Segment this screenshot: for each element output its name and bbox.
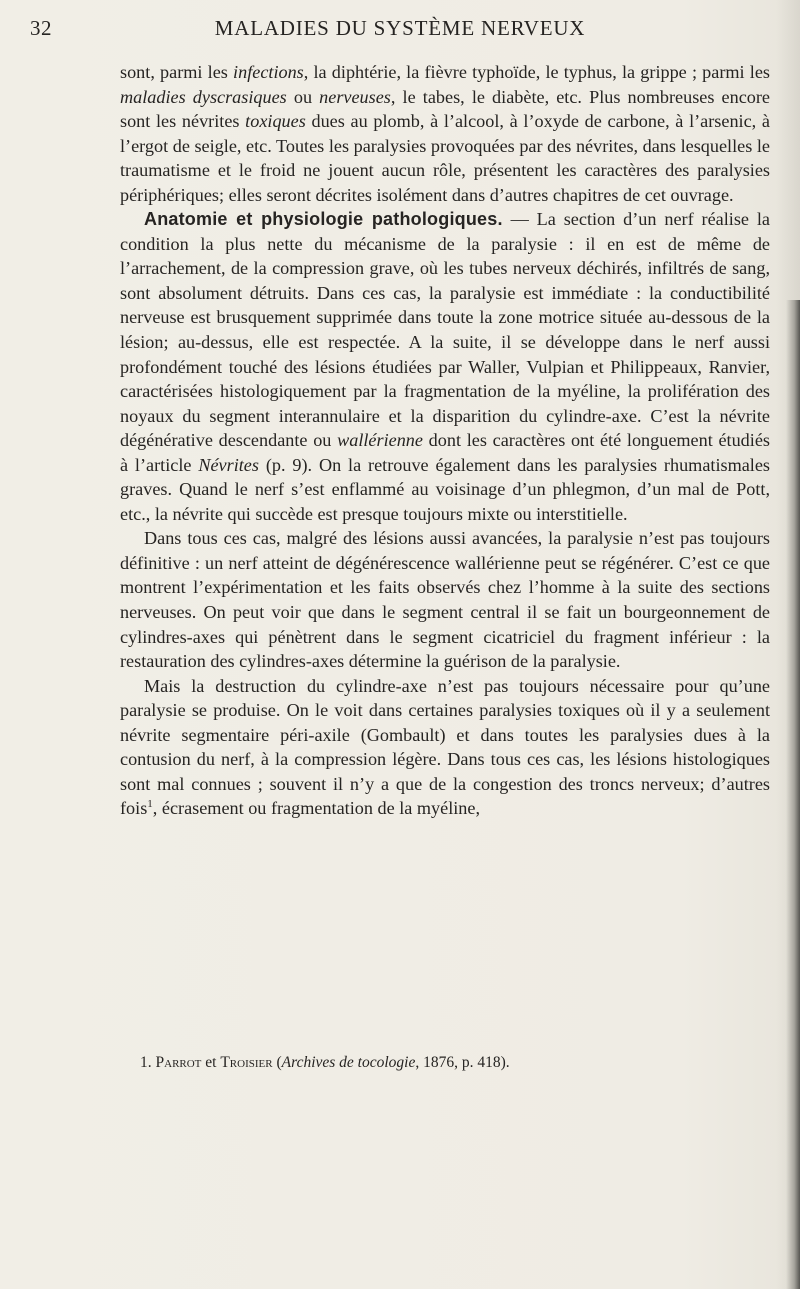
paragraph-2 bbox=[120, 207, 770, 526]
text-run: sont, parmi les bbox=[120, 62, 234, 82]
italic-term: maladies dyscrasiques bbox=[120, 86, 287, 107]
text-run: ( bbox=[272, 1054, 282, 1071]
paragraph-1 bbox=[120, 60, 770, 207]
footnote-ref: 1 bbox=[147, 798, 153, 811]
footnote-journal: Archives de tocologie bbox=[281, 1054, 416, 1071]
body-text bbox=[120, 60, 770, 821]
text-run: Mais la destruction du cylindre-axe n’est pas toujours nécessaire pour qu’une paralysie se produise. On le voit dans certaines paralysies toxiques où il y a seulement névrite segmentaire péri-axile (Gombault) et dans toutes les paralysies dues à la contusion du nerf, à la compression légère. Dans tous ces cas, les lésions histologiques sont mal connues ; souvent il n’y a que de la congestion des troncs nerveux; d’autres fois bbox=[120, 675, 770, 819]
paragraph-3: Dans tous ces cas, malgré des lésions aussi avancées, la paralysie n’est pas toujours définitive : un nerf atteint de dégénérescence wallérienne peut se régénérer. C’est ce que montrent l’expérimentation et les faits observés chez l’homme à la suite des sections nerveuses. On peut voir que dans le segment central il se fait un bourgeonnement de cylindres-axes qui pénètrent dans le segment cicatriciel du fragment inférieur : la restauration des cylindres-axes détermine la guérison de la paralysie. bbox=[120, 528, 770, 672]
text-run: dont les caractères ont été longuement étudiés à l’article bbox=[120, 430, 770, 475]
text-run: — La section d’un nerf réalise la condition la plus nette du mécanisme de la paralysie : il en est de même de l’arrachement, de la compression grave, où les tubes nerveux déchirés, infiltrés de sang, sont absolument détruits. Dans ces cas, la paralysie est immédiate : la conductibilité nerveuse est brusquement supprimée dans toute la zone motrice située au-dessous de la lésion; au-dessus, elle est respectée. A la suite, il se développe dans le nerf aussi profondément touché des lésions étudiées par Waller, Vulpian et Philippeaux, Ranvier, caractérisées histologiquement par la fragmentation de la myéline, la prolifération des noyaux du segment interannulaire et la disparition du cylindre-axe. C’est la névrite dégénérative descendante ou bbox=[120, 209, 771, 451]
footnote bbox=[140, 1053, 780, 1073]
italic-term: nerveuses bbox=[319, 86, 391, 107]
italic-term: Névrites bbox=[198, 454, 259, 475]
footnote-number: 1. bbox=[140, 1054, 156, 1071]
text-run: , écrasement ou fragmentation de la myéline, bbox=[152, 798, 481, 819]
page-edge-shadow bbox=[786, 300, 800, 1289]
running-title: MALADIES DU SYSTÈME NERVEUX bbox=[214, 16, 586, 40]
text-run: dues au plomb, à l’alcool, à l’oxyde de carbone, à l’arsenic, à l’ergot de seigle, etc. Toutes les paralysies provoquées par des névrites, dans lesquelles le traumatisme et le froid ne jouent aucun rôle, présentent les caractères des paralysies périphériques; elles seront décrites isolément dans d’autres chapitres de cet ouvrage. bbox=[120, 111, 770, 205]
page-header bbox=[0, 12, 800, 52]
text-run: , la diphtérie, la fièvre typhoïde, le typhus, la grippe ; parmi les bbox=[303, 62, 770, 82]
footnote-author: Parrot bbox=[155, 1054, 202, 1071]
italic-term: wallérienne bbox=[337, 430, 423, 451]
text-run: , le tabes, le diabète, etc. Plus nombreuses encore sont les névrites bbox=[120, 86, 770, 132]
section-heading: Anatomie et physiologie pathologiques. bbox=[144, 209, 503, 230]
italic-term: toxiques bbox=[245, 111, 306, 132]
text-run: (p. 9). On la retrouve également dans les paralysies rhumatismales graves. Quand le nerf s’est enflammé au voisinage d’un phlegmon, d’un mal de Pott, etc., la névrite qui succède est presque toujours mixte ou interstitielle. bbox=[120, 454, 770, 524]
footnote-author: Troisier bbox=[220, 1054, 273, 1071]
text-run: ou bbox=[286, 86, 320, 107]
text-run: , 1876, p. 418). bbox=[415, 1054, 510, 1071]
italic-term: infections bbox=[233, 62, 304, 82]
page-number: 32 bbox=[30, 16, 52, 40]
text-run: et bbox=[201, 1054, 221, 1071]
paragraph-4 bbox=[120, 674, 770, 821]
